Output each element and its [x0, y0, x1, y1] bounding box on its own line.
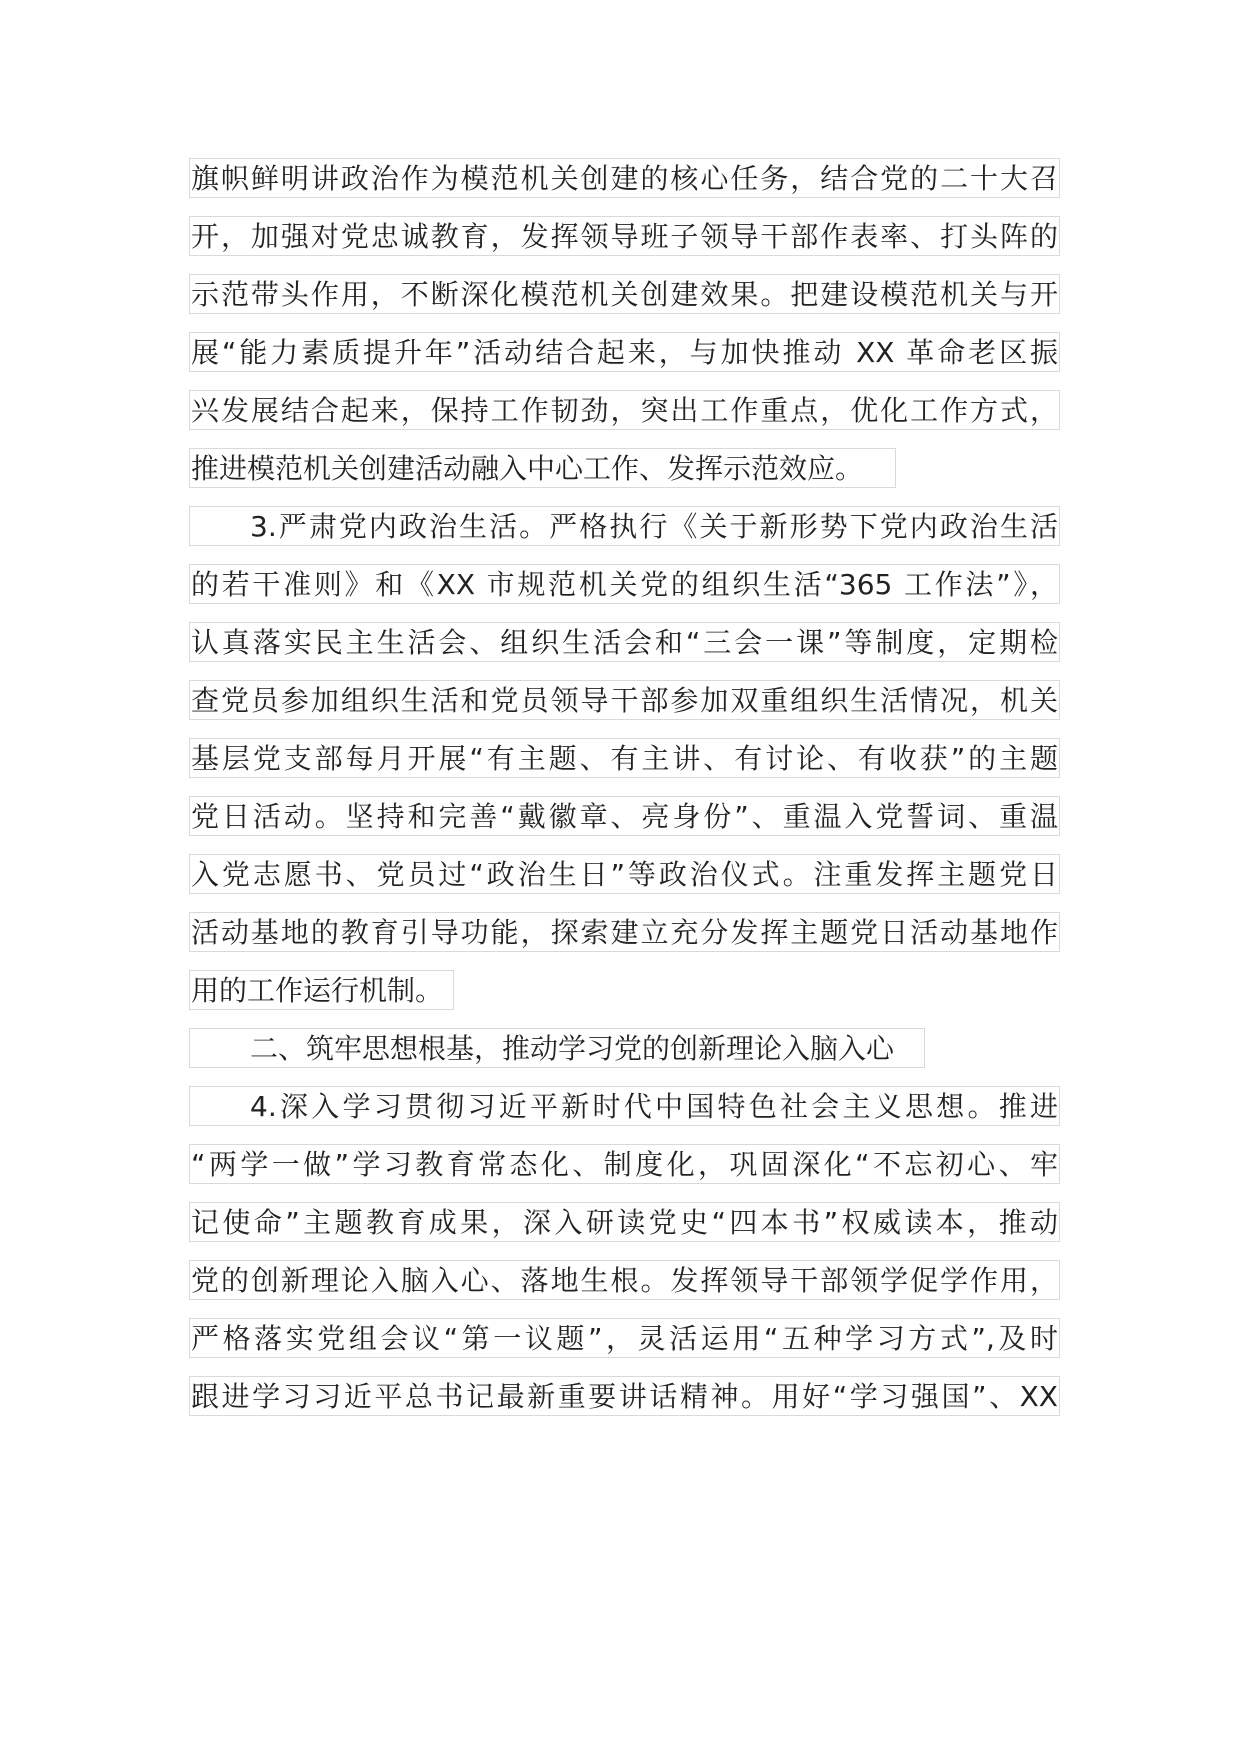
paragraph-end-line: 推进模范机关创建活动融入中心工作、发挥示范效应。: [189, 448, 896, 488]
text-line-19: 记使命”主题教育成果，深入研读党史“四本书”权威读本，推动: [189, 1202, 1060, 1242]
paragraph-end-line: 用的工作运行机制。: [189, 970, 454, 1010]
text-line-20: 党的创新理论入脑入心、落地生根。发挥领导干部领学促学作用，: [189, 1260, 1060, 1300]
paragraph-heading-3: 3.严肃党内政治生活。严格执行《关于新形势下党内政治生活: [189, 506, 1060, 546]
paragraph-heading-4: 4.深入学习贯彻习近平新时代中国特色社会主义思想。推进: [189, 1086, 1060, 1126]
text-line-1: 旗帜鲜明讲政治作为模范机关创建的核心任务，结合党的二十大召: [189, 158, 1060, 198]
section-heading: 二、筑牢思想根基，推动学习党的创新理论入脑入心: [189, 1028, 925, 1068]
text-line-10: 查党员参加组织生活和党员领导干部参加双重组织生活情况，机关: [189, 680, 1060, 720]
text-line-3: 示范带头作用，不断深化模范机关创建效果。把建设模范机关与开: [189, 274, 1060, 314]
text-line-4: 展“能力素质提升年”活动结合起来，与加快推动 XX 革命老区振: [189, 332, 1060, 372]
text-line-5: 兴发展结合起来，保持工作韧劲，突出工作重点，优化工作方式，: [189, 390, 1060, 430]
text-line-18: “两学一做”学习教育常态化、制度化，巩固深化“不忘初心、牢: [189, 1144, 1060, 1184]
text-line-11: 基层党支部每月开展“有主题、有主讲、有讨论、有收获”的主题: [189, 738, 1060, 778]
text-line-13: 入党志愿书、党员过“政治生日”等政治仪式。注重发挥主题党日: [189, 854, 1060, 894]
text-line-9: 认真落实民主生活会、组织生活会和“三会一课”等制度，定期检: [189, 622, 1060, 662]
text-line-21: 严格落实党组会议“第一议题”，灵活运用“五种学习方式”,及时: [189, 1318, 1060, 1358]
text-line-8: 的若干准则》和《XX 市规范机关党的组织生活“365 工作法”》，: [189, 564, 1060, 604]
text-line-14: 活动基地的教育引导功能，探索建立充分发挥主题党日活动基地作: [189, 912, 1060, 952]
text-line-2: 开，加强对党忠诚教育，发挥领导班子领导干部作表率、打头阵的: [189, 216, 1060, 256]
text-line-22: 跟进学习习近平总书记最新重要讲话精神。用好“学习强国”、XX: [189, 1376, 1060, 1416]
text-line-12: 党日活动。坚持和完善“戴徽章、亮身份”、重温入党誓词、重温: [189, 796, 1060, 836]
